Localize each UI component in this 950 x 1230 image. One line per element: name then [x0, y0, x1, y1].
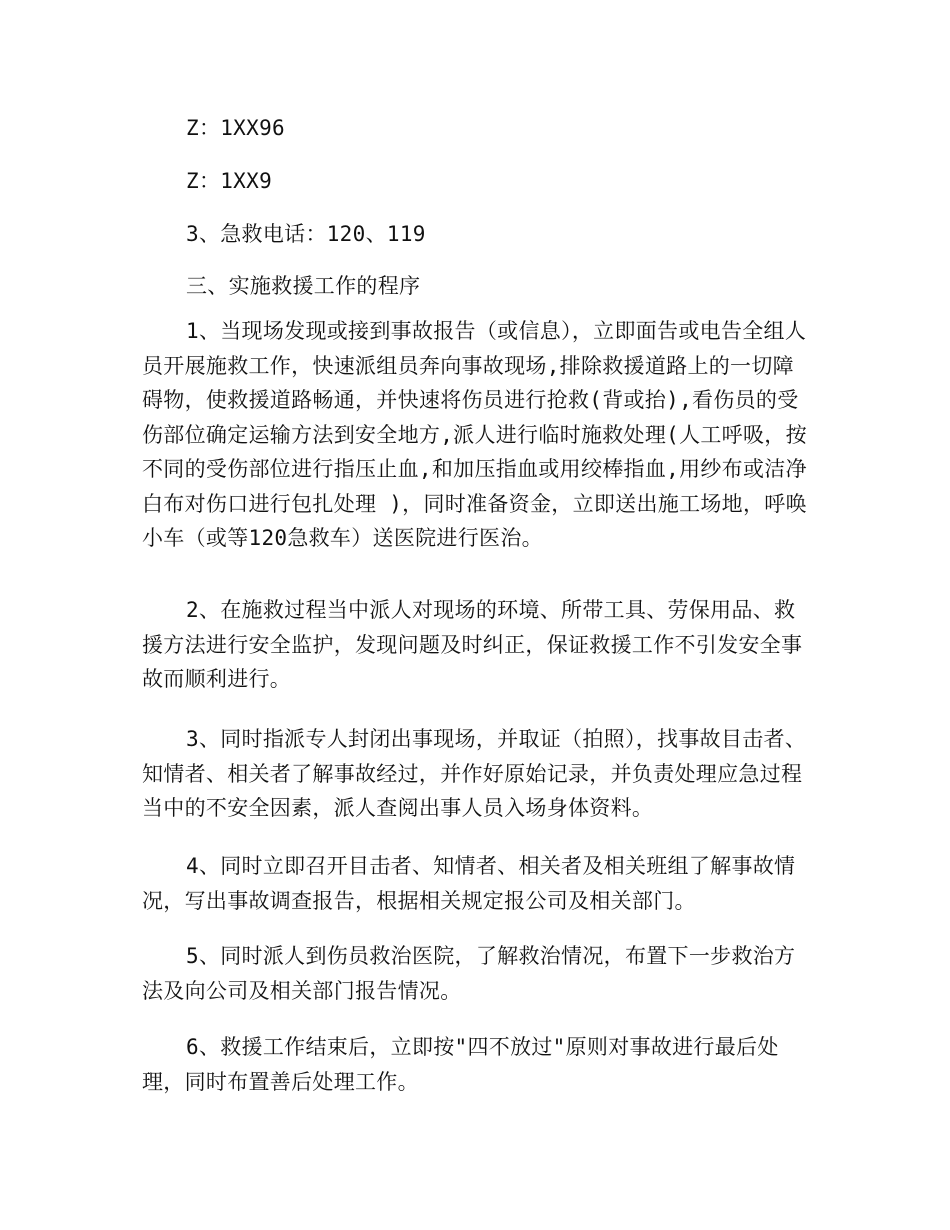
paragraph-1: 1、当现场发现或接到事故报告（或信息），立即面告或电告全组人员开展施救工作，快速派组员奔向事故现场,排除救援道路上的一切障碍物，使救援道路畅通，并快速将伤员进行抢救(背或抬),看伤员的受伤部位确定运输方法到安全地方,派人进行临时施救处理(人工呼吸，按不同的受伤部位进行指压止血,和加压指血或用绞棒指血,用纱布或洁净白布对伤口进行包扎处理 )，同时准备资金，立即送出施工场地，呼唤小车（或等120急救车）送医院进行医治。 [142, 319, 807, 550]
paragraph-5: 5、同时派人到伤员救治医院，了解救治情况，布置下一步救治方法及向公司及相关部门报告情况。 [142, 944, 796, 1003]
emergency-phone-line: 3、急救电话：120、119 [186, 222, 426, 246]
paragraph-2: 2、在施救过程当中派人对现场的环境、所带工具、劳保用品、救援方法进行安全监护，发现问题及时纠正，保证救援工作不引发安全事故而顺利进行。 [142, 598, 803, 691]
paragraph-3: 3、同时指派专人封闭出事现场，并取证（拍照），找事故目击者、知情者、相关者了解事故经过，并作好原始记录，并负责处理应急过程当中的不安全因素，派人查阅出事人员入场身体资料。 [142, 727, 807, 820]
section-heading: 三、实施救援工作的程序 [186, 274, 421, 298]
paragraph-6: 6、救援工作结束后，立即按"四不放过"原则对事故进行最后处理，同时布置善后处理工作。 [142, 1035, 779, 1094]
contact-line-1: Z：1XX96 [186, 116, 285, 140]
paragraph-4: 4、同时立即召开目击者、知情者、相关者及相关班组了解事故情况，写出事故调查报告，根据相关规定报公司及相关部门。 [142, 854, 796, 913]
contact-line-2: Z：1XX9 [186, 169, 273, 193]
